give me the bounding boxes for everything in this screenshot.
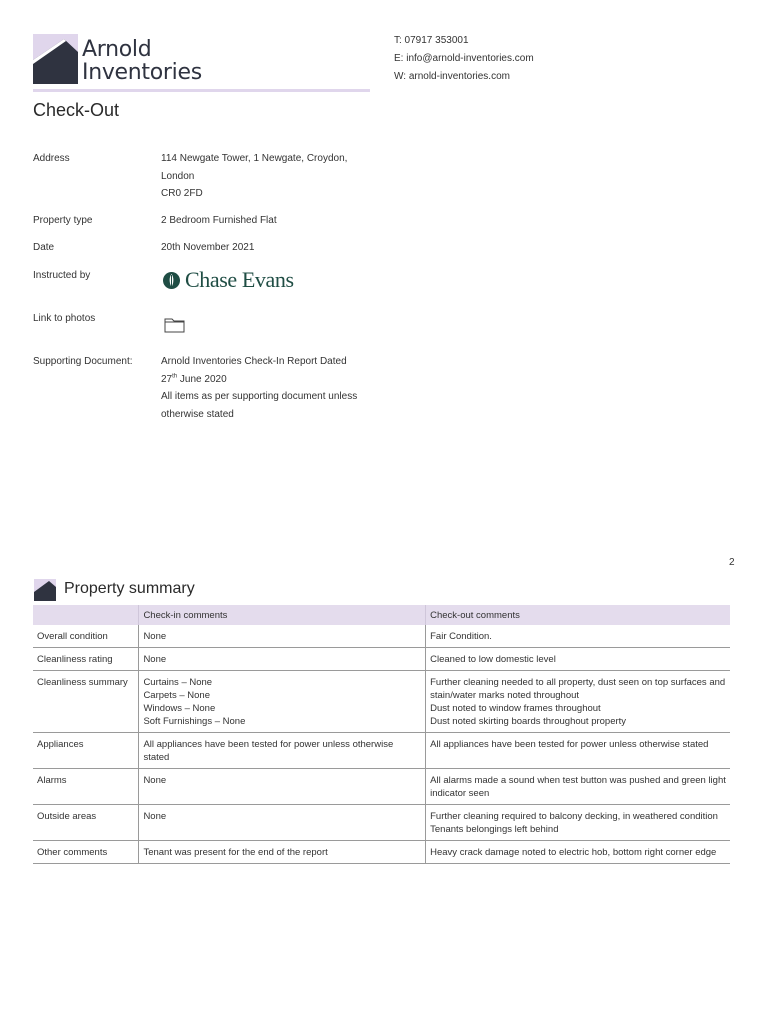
supporting-line-4: otherwise stated	[161, 408, 234, 420]
row-label: Cleanliness rating	[33, 648, 139, 671]
address-line-1: 114 Newgate Tower, 1 Newgate, Croydon,	[161, 153, 348, 164]
house-section-icon	[34, 579, 56, 601]
checkin-cell	[139, 671, 426, 733]
checkin-line: None	[143, 631, 167, 642]
table-header-row	[33, 605, 730, 625]
address-value	[161, 150, 371, 203]
checkout-line: Cleaned to low domestic level	[430, 654, 556, 665]
checkout-cell	[426, 671, 730, 733]
property-type-value: 2 Bedroom Furnished Flat	[161, 215, 277, 226]
checkin-cell	[139, 625, 426, 648]
row-label: Cleanliness summary	[33, 671, 139, 733]
checkin-line: Carpets – None	[143, 690, 210, 701]
checkin-line: None	[143, 811, 167, 822]
checkin-line: None	[143, 654, 167, 665]
checkin-cell	[139, 648, 426, 671]
checkout-line: All alarms made a sound when test button was pushed and green light indicator seen	[430, 775, 726, 799]
checkin-line: Windows – None	[143, 703, 216, 714]
checkout-line: Tenants belongings left behind	[430, 824, 559, 835]
checkin-line: All appliances have been tested for power unless otherwise stated	[143, 739, 394, 763]
checkout-line: Further cleaning required to balcony decking, in weathered condition	[430, 811, 718, 822]
contact-block	[394, 32, 534, 86]
supporting-doc-label: Supporting Document:	[33, 356, 133, 367]
checkout-line: Further cleaning needed to all property, dust seen on top surfaces and stain/water marks noted throughout	[430, 677, 726, 701]
chase-evans-leaf-icon	[163, 272, 180, 289]
supporting-line-3: All items as per supporting document unless	[161, 391, 358, 402]
photos-label: Link to photos	[33, 313, 96, 324]
supporting-day-suffix: th	[172, 373, 178, 380]
row-label: Overall condition	[33, 625, 139, 648]
table-row	[33, 733, 730, 769]
page-number: 2	[729, 557, 735, 568]
property-type-label: Property type	[33, 215, 93, 226]
checkin-line: Soft Furnishings – None	[143, 716, 246, 727]
checkin-cell	[139, 841, 426, 864]
table-row	[33, 841, 730, 864]
header-checkout: Check-out comments	[426, 605, 730, 625]
arnold-inventories-logo	[33, 34, 213, 86]
section-title: Property summary	[64, 580, 195, 597]
address-line-2: London	[161, 170, 195, 182]
table-row	[33, 805, 730, 841]
contact-email: E: info@arnold-inventories.com	[394, 53, 534, 64]
checkout-line: All appliances have been tested for power unless otherwise stated	[430, 739, 709, 750]
supporting-day: 27	[161, 373, 173, 385]
supporting-doc-value	[161, 353, 391, 423]
checkout-cell	[426, 841, 730, 864]
address-line-3: CR0 2FD	[161, 188, 203, 199]
property-summary-table	[33, 605, 730, 864]
checkin-cell	[139, 733, 426, 769]
logo-line-1: Arnold	[82, 37, 152, 62]
address-label: Address	[33, 153, 70, 164]
row-label: Alarms	[33, 769, 139, 805]
supporting-line-2	[161, 371, 391, 389]
checkout-cell	[426, 625, 730, 648]
checkout-line: Fair Condition.	[430, 631, 492, 642]
folder-icon[interactable]	[164, 316, 186, 334]
supporting-line-1: Arnold Inventories Check-In Report Dated	[161, 356, 347, 367]
checkout-cell	[426, 733, 730, 769]
table-row	[33, 625, 730, 648]
row-label: Appliances	[33, 733, 139, 769]
checkin-line: Curtains – None	[143, 677, 213, 688]
house-logo-icon	[33, 34, 78, 84]
logo-text	[82, 38, 202, 84]
checkout-line: Heavy crack damage noted to electric hob, bottom right corner edge	[430, 847, 717, 858]
header-rule	[33, 89, 370, 92]
chase-evans-logo	[163, 268, 323, 294]
checkin-line: Tenant was present for the end of the report	[143, 847, 328, 858]
header-checkin: Check-in comments	[139, 605, 426, 625]
checkin-line: None	[143, 775, 167, 786]
table-body	[33, 625, 730, 864]
table-row	[33, 769, 730, 805]
table-row	[33, 671, 730, 733]
contact-phone: T: 07917 353001	[394, 35, 469, 46]
table-row	[33, 648, 730, 671]
checkout-cell	[426, 769, 730, 805]
logo-line-2: Inventories	[82, 60, 202, 85]
row-label: Outside areas	[33, 805, 139, 841]
checkout-cell	[426, 648, 730, 671]
checkout-line: Dust noted skirting boards throughout property	[430, 716, 627, 727]
date-label: Date	[33, 242, 55, 253]
checkin-cell	[139, 805, 426, 841]
chase-evans-wordmark: Chase Evans	[185, 267, 294, 292]
checkout-cell	[426, 805, 730, 841]
contact-web: W: arnold-inventories.com	[394, 71, 510, 82]
row-label: Other comments	[33, 841, 139, 864]
checkin-cell	[139, 769, 426, 805]
page-title: Check-Out	[33, 100, 120, 120]
supporting-month: June 2020	[177, 373, 227, 385]
checkout-line: Dust noted to window frames throughout	[430, 703, 601, 714]
date-value: 20th November 2021	[161, 242, 255, 253]
instructed-by-label: Instructed by	[33, 270, 91, 281]
header-blank	[33, 605, 139, 625]
